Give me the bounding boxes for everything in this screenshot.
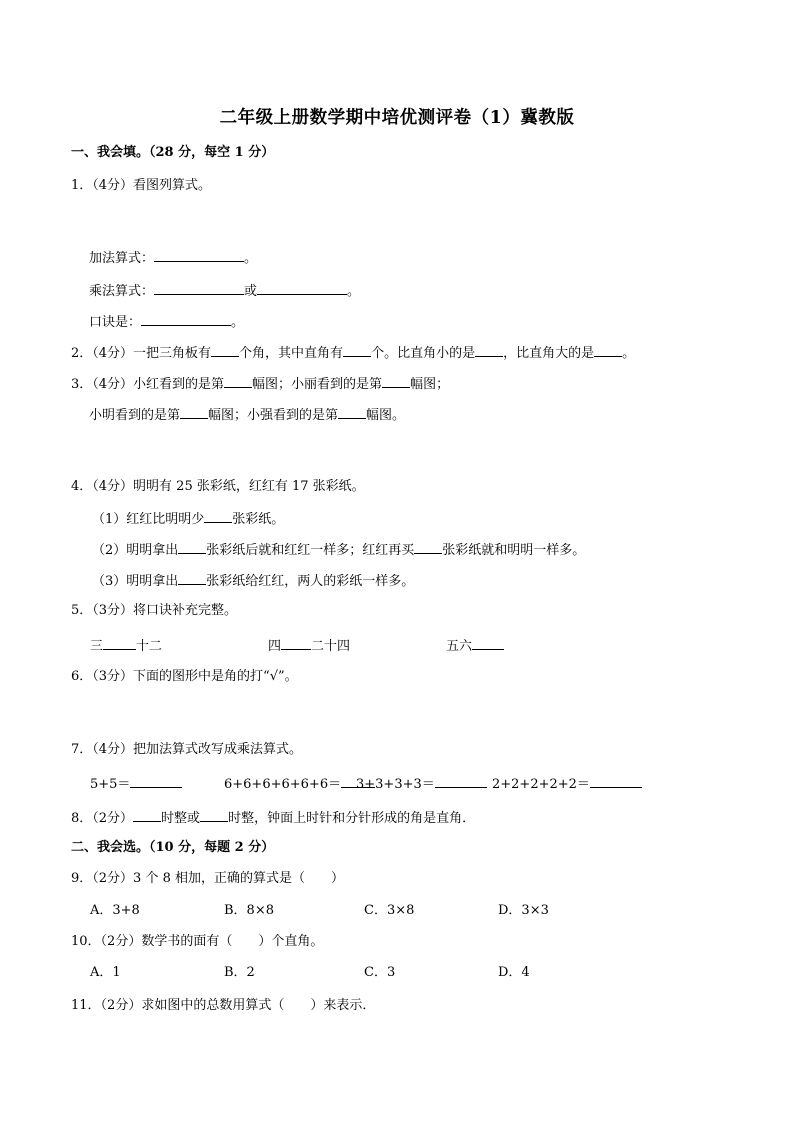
expression-2: 6+6+6+6+6+6＝ xyxy=(224,774,375,794)
answer-blank[interactable] xyxy=(178,540,206,554)
question-1-multiplication-line: 乘法算式： 或 。 xyxy=(89,281,360,301)
option-a[interactable]: A．3+8 xyxy=(90,903,140,918)
question-4-part-3: （3）明明拿出 张彩纸给红红，两人的彩纸一样多。 xyxy=(92,571,414,591)
answer-blank[interactable] xyxy=(154,281,244,295)
question-6-stem: 6．（3分）下面的图形中是角的打“√”。 xyxy=(71,669,298,684)
answer-blank[interactable] xyxy=(343,343,371,357)
answer-blank[interactable] xyxy=(472,636,504,650)
question-11-stem: 11．（2分）求如图中的总数用算式（ ）来表示． xyxy=(71,998,376,1013)
question-4-stem: 4．（4分）明明有 25 张彩纸，红红有 17 张彩纸。 xyxy=(71,479,365,494)
question-3-line-1: 3．（4分）小红看到的是第 幅图；小丽看到的是第 幅图； xyxy=(71,374,449,394)
answer-blank[interactable] xyxy=(338,405,366,419)
expression-4: 2+2+2+2+2＝ xyxy=(492,774,642,794)
option-c[interactable]: C．3×8 xyxy=(364,903,415,918)
answer-blank[interactable] xyxy=(281,636,311,650)
rhyme-item-3: 五六 xyxy=(446,636,504,656)
answer-blank[interactable] xyxy=(133,808,161,822)
option-b[interactable]: B．2 xyxy=(224,965,255,980)
rhyme-label: 口诀是： xyxy=(89,315,142,330)
expression-3: 3+3+3+3＝ xyxy=(356,774,487,794)
answer-blank[interactable] xyxy=(257,281,347,295)
page-title: 二年级上册数学期中培优测评卷（1）冀教版 xyxy=(219,108,575,128)
option-d[interactable]: D．4 xyxy=(498,965,530,980)
option-a[interactable]: A．1 xyxy=(90,965,121,980)
addition-label: 加法算式： xyxy=(89,251,155,266)
answer-blank[interactable] xyxy=(103,636,136,650)
option-d[interactable]: D．3×3 xyxy=(498,903,549,918)
question-9-stem: 9．（2分）3 个 8 相加，正确的算式是（ ） xyxy=(71,871,344,886)
question-8: 8．（2分） 时整或 时整，钟面上时针和分针形成的角是直角． xyxy=(71,808,475,828)
question-3-line-2: 小明看到的是第 幅图；小强看到的是第 幅图。 xyxy=(89,405,405,425)
question-1-stem: 1．（4分）看图列算式。 xyxy=(71,178,212,193)
question-4-part-2: （2）明明拿出 张彩纸后就和红红一样多；红红再买 张彩纸就和明明一样多。 xyxy=(92,540,585,560)
answer-blank[interactable] xyxy=(414,540,442,554)
multiplication-label: 乘法算式： xyxy=(89,284,155,299)
option-b[interactable]: B．8×8 xyxy=(224,903,274,918)
section-heading-choose: 二、我会选。（10 分，每题 2 分） xyxy=(71,840,275,855)
question-10-stem: 10．（2分）数学书的面有（ ）个直角。 xyxy=(71,934,324,949)
question-1-addition-line: 加法算式： 。 xyxy=(89,248,257,268)
question-7-stem: 7．（4分）把加法算式改写成乘法算式。 xyxy=(71,742,303,757)
answer-blank[interactable] xyxy=(178,571,206,585)
answer-blank[interactable] xyxy=(211,343,239,357)
answer-blank[interactable] xyxy=(475,343,503,357)
answer-blank[interactable] xyxy=(130,774,182,788)
question-5-stem: 5．（3分）将口诀补充完整。 xyxy=(71,603,238,618)
question-1-rhyme-line: 口诀是： 。 xyxy=(89,312,244,332)
answer-blank[interactable] xyxy=(594,343,622,357)
question-2: 2．（4分）一把三角板有 个角，其中直角有 个。比直角小的是 ，比直角大的是 。 xyxy=(71,343,635,363)
answer-blank[interactable] xyxy=(141,312,231,326)
section-heading-fill: 一、我会填。（28 分，每空 1 分） xyxy=(71,145,275,160)
answer-blank[interactable] xyxy=(590,774,642,788)
expression-1: 5+5＝ xyxy=(90,774,182,794)
answer-blank[interactable] xyxy=(435,774,487,788)
answer-blank[interactable] xyxy=(224,374,252,388)
answer-blank[interactable] xyxy=(382,374,410,388)
answer-blank[interactable] xyxy=(180,405,208,419)
answer-blank[interactable] xyxy=(200,808,228,822)
rhyme-item-1: 三 十二 xyxy=(90,636,162,656)
option-c[interactable]: C．3 xyxy=(364,965,396,980)
question-4-part-1: （1）红红比明明少 张彩纸。 xyxy=(92,509,284,529)
answer-blank[interactable] xyxy=(204,509,232,523)
rhyme-item-2: 四 二十四 xyxy=(268,636,350,656)
answer-blank[interactable] xyxy=(154,248,244,262)
